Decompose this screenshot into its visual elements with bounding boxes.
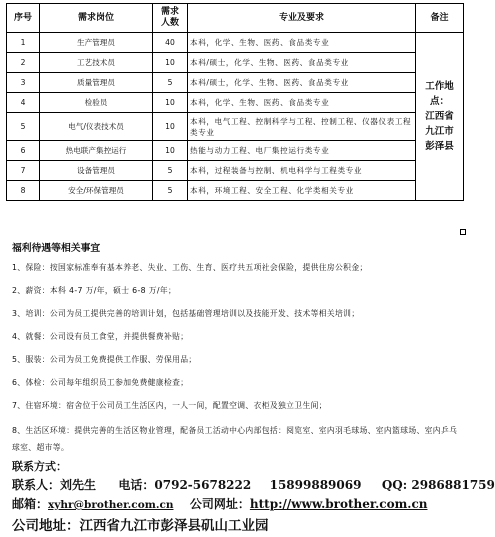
note-line: 江西省 [425,111,454,122]
email-link[interactable]: xyhr@brother.com.cn [48,499,174,511]
recruitment-table [6,3,464,201]
header-count-line1: 需求 [160,7,179,17]
cell-seq: 8 [7,181,40,201]
contact-title: 联系方式： [12,460,67,473]
table-header-row [7,4,464,33]
mobile-number: 15899889069 [269,478,362,492]
cell-position: 检验员 [40,93,153,113]
cell-count: 40 [153,33,188,53]
cell-position: 安全/环保管理员 [40,181,153,201]
cell-requirements: 本科/硕士，化学、生物、医药、食品类专业 [188,53,416,73]
header-requirements: 专业及要求 [188,4,416,33]
contact-web-row [12,495,427,512]
cell-position: 质量管理员 [40,73,153,93]
cell-seq: 2 [7,53,40,73]
header-seq: 序号 [7,4,40,33]
header-count [153,4,188,33]
note-line: 工作地 [425,81,454,92]
phone-label: 电话： [118,478,155,492]
qq-label: QQ: [381,478,408,492]
cell-count: 5 [153,73,188,93]
cell-requirements: 本科，化学、生物、医药、食品类专业 [188,93,416,113]
cell-seq: 3 [7,73,40,93]
table-row [7,181,464,201]
table-row [7,73,464,93]
benefit-item: 8、生活区环境：提供完善的生活区物业管理，配备员工活动中心内部包括：阅览室、室内羽毛球场、室内篮球场、室内乒乓球室、超市等。 [12,426,458,452]
benefit-item: 6、体检：公司每年组织员工参加免费健康检查； [12,378,189,387]
table-row [7,33,464,53]
cell-seq: 5 [7,113,40,141]
benefits-title: 福利待遇等相关事宜 [12,243,101,254]
cell-seq: 7 [7,161,40,181]
cell-count: 10 [153,53,188,73]
header-position: 需求岗位 [40,4,153,33]
cell-requirements: 本科/硕士，化学、生物、医药、食品类专业 [188,73,416,93]
cell-count: 10 [153,93,188,113]
cell-requirements: 本科，环境工程、安全工程、化学类相关专业 [188,181,416,201]
cell-position: 工艺技术员 [40,53,153,73]
cell-requirements: 本科，化学、生物、医药、食品类专业 [188,33,416,53]
table-row [7,141,464,161]
company-address: 公司地址：江西省九江市彭泽县矶山工业园 [12,518,269,534]
cell-seq: 4 [7,93,40,113]
cell-position: 热电联产集控运行 [40,141,153,161]
benefit-item: 1、保险：按国家标准奉有基本养老、失业、工伤、生育、医疗共五项社会保险，提供住房公积金； [12,263,368,272]
note-line: 彭泽县 [425,141,454,152]
work-location-note [416,33,464,201]
phone-number: 0792-5678222 [154,478,252,492]
contact-person: 联系人：刘先生 [12,478,97,492]
table-row [7,161,464,181]
benefit-item: 4、就餐：公司设有员工食堂，并提供餐费补贴； [12,332,189,341]
benefit-item: 3、培训：公司为员工提供完善的培训计划，包括基础管理培训以及技能开发、技术等相关培训； [12,309,360,318]
benefit-item: 5、服装：公司为员工免费提供工作服、劳保用品； [12,355,197,364]
benefit-item: 2、薪资：本科 4-7 万/年，硕士 6-8 万/年； [12,286,177,295]
cell-requirements: 本科，过程装备与控制、机电科学与工程类专业 [188,161,416,181]
qq-number: 2986881759 [411,478,495,492]
cell-count: 5 [153,181,188,201]
website-link[interactable]: http://www.brother.com.cn [249,497,428,511]
table-row [7,93,464,113]
note-line: 点： [429,96,449,107]
cell-seq: 1 [7,33,40,53]
table-resize-handle[interactable] [460,229,466,235]
website-label: 公司网址： [189,497,250,511]
table-row [7,113,464,141]
email-label: 邮箱： [12,497,49,511]
cell-seq: 6 [7,141,40,161]
cell-count: 10 [153,113,188,141]
cell-position: 电气/仪表技术员 [40,113,153,141]
cell-count: 5 [153,161,188,181]
header-count-line2: 人数 [160,18,179,28]
benefit-item: 7、住宿环境：宿舍位于公司员工生活区内，一人一间，配置空调、衣柜及独立卫生间； [12,401,327,410]
cell-requirements: 热能与动力工程、电厂集控运行类专业 [188,141,416,161]
contact-phone-row [12,476,495,493]
table-row [7,53,464,73]
cell-requirements: 本科，电气工程、控制科学与工程、控制工程、仪器仪表工程类专业 [188,113,416,141]
cell-position: 设备管理员 [40,161,153,181]
header-notes: 备注 [416,4,464,33]
note-line: 九江市 [425,126,454,137]
cell-count: 10 [153,141,188,161]
cell-position: 生产管理员 [40,33,153,53]
